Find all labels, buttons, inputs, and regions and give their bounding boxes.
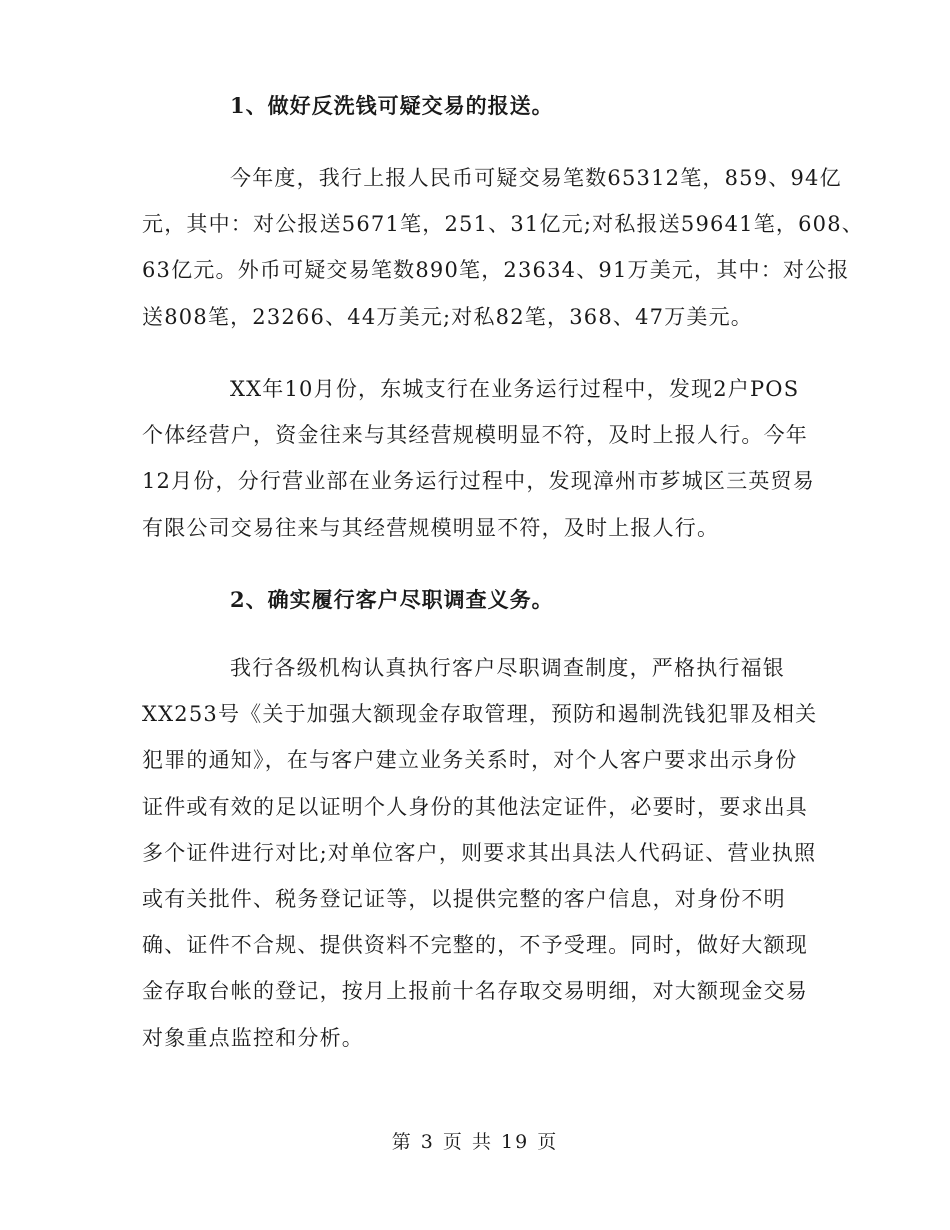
- text-line: 证件或有效的足以证明个人身份的其他法定证件，必要时，要求出具: [142, 794, 808, 819]
- text-line: 多个证件进行对比;对单位客户，则要求其出具法人代码证、营业执照: [142, 840, 817, 865]
- text-line: XX253号《关于加强大额现金存取管理，预防和遏制洗钱犯罪及相关: [142, 702, 818, 727]
- section-1-paragraph-1: [142, 155, 865, 340]
- text-line: 我行各级机构认真执行客户尽职调查制度，严格执行福银: [230, 656, 785, 680]
- section-1-paragraph-2: [142, 366, 815, 551]
- text-line: 或有关批件、税务登记证等，以提供完整的客户信息，对身份不明: [142, 886, 786, 911]
- text-line: 确、证件不合规、提供资料不完整的，不予受理。同时，做好大额现: [142, 933, 808, 958]
- text-line: 犯罪的通知》，在与客户建立业务关系时，对个人客户要求出示身份: [142, 748, 798, 773]
- text-line: XX年10月份，东城支行在业务运行过程中，发现2户POS: [230, 377, 800, 401]
- text-line: 12月份，分行营业部在业务运行过程中，发现漳州市芗城区三英贸易: [142, 469, 815, 494]
- section-1-heading: 1、做好反洗钱可疑交易的报送。: [230, 93, 554, 118]
- page-number-footer: 第 3 页 共 19 页: [391, 1131, 559, 1153]
- text-line: 金存取台帐的登记，按月上报前十名存取交易明细，对大额现金交易: [142, 979, 808, 1004]
- section-2-heading: 2、确实履行客户尽职调查义务。: [230, 587, 554, 612]
- section-2-paragraph-1: [142, 645, 818, 1061]
- text-line: 对象重点监控和分析。: [142, 1025, 364, 1050]
- text-line: 今年度，我行上报人民币可疑交易笔数65312笔，859、94亿: [230, 166, 842, 190]
- text-line: 个体经营户，资金往来与其经营规模明显不符，及时上报人行。今年: [142, 423, 808, 448]
- text-line: 63亿元。外币可疑交易笔数890笔，23634、91万美元，其中：对公报: [142, 258, 850, 283]
- text-line: 有限公司交易往来与其经营规模明显不符，及时上报人行。: [142, 515, 720, 540]
- text-line: 元，其中：对公报送5671笔，251、31亿元;对私报送59641笔，608、: [142, 212, 865, 237]
- text-line: 送808笔，23266、44万美元;对私82笔，368、47万美元。: [142, 304, 754, 329]
